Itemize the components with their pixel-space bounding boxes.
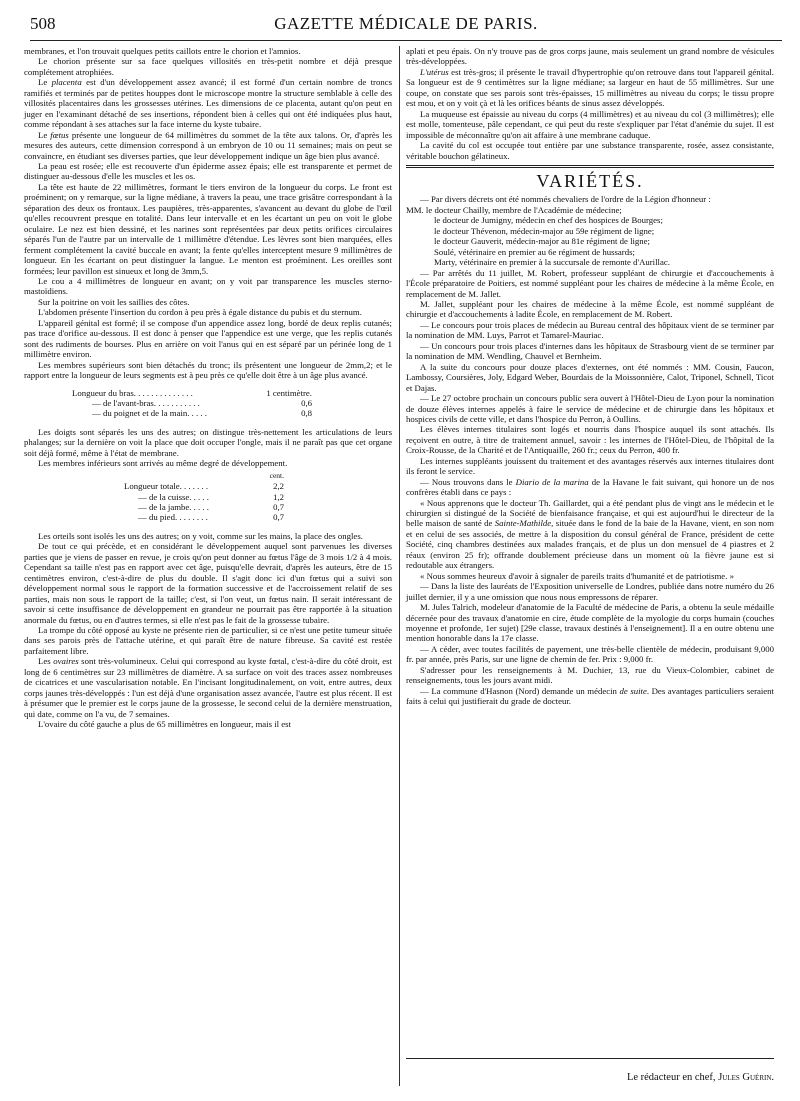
list-item: Marty, vétérinaire en premier à la succursale de remonte d'Aurillac. bbox=[434, 257, 670, 268]
paragraph: L'abdomen présente l'insertion du cordon à peu près à égale distance du pubis et du sternum. bbox=[38, 307, 362, 318]
paragraph: — Dans la liste des lauréats de l'Exposition universelle de Londres, publiée dans notre numéro du 26 juillet dernier, il y a une omission que nous nous empressons de réparer. bbox=[406, 581, 774, 602]
left-column bbox=[24, 46, 392, 730]
paragraph: La muqueuse est épaissie au niveau du corps (4 millimètres) et au niveau du col (3 millimètres); elle est molle, tomenteuse, pâle cependant, ce qui peut du reste s'expliquer par l'état d'anémie du sujet. Il est impossible de méconnaître qu'on ait affaire à une membrane caduque. bbox=[406, 108, 774, 140]
paragraph: Le fœtus présente une longueur de 64 millimètres du sommet de la tête aux talons. Or, d'après les mesures des auteurs, cette dimension correspond à un embryon de 10 ou 11 semaines; mais on peut se convaincre, en étudiant ses diverses parties, que leur développement indique un âge bien plus avancé. bbox=[24, 129, 392, 161]
page-number: 508 bbox=[30, 14, 56, 33]
paragraph: A la suite du concours pour douze places d'externes, ont été nommés : MM. Cousin, Faucon, Lambossy, Coursières, Joly, Edgard Weber, Bourdais de la Moissonnière, Calot, Triponel, Schnell, Ticot et Dajas. bbox=[406, 361, 774, 393]
paragraph: Le chorion présente sur sa face quelques villosités en très-petit nombre et déjà presque complétement atrophiées. bbox=[24, 56, 392, 77]
editor-name: Jules Guérin. bbox=[718, 1072, 774, 1083]
table-row: — de l'avant-bras. . . . . . . . . . . 0,6 bbox=[92, 397, 312, 408]
paragraph: Les orteils sont isolés les uns des autres; on y voit, comme sur les mains, la place des ongles. bbox=[38, 530, 363, 541]
arm-measurements-table bbox=[72, 388, 312, 419]
header-rule bbox=[30, 40, 782, 41]
paragraph: L'ovaire du côté gauche a plus de 65 millimètres en longueur, mais il est bbox=[38, 719, 291, 730]
paragraph: La cavité du col est occupée tout entière par une substance transparente, rosée, assez consistante, véritable bouchon gélatineux. bbox=[406, 140, 774, 161]
paragraph: — Le 27 octobre prochain un concours public sera ouvert à l'Hôtel-Dieu de Lyon pour la nomination de douze élèves internes appelés à faire le service de médecine et de chirurgie dans les hôpitaux et hospices civils de cette ville, et dans l'hospice du Perron, à Oullins. bbox=[406, 393, 774, 424]
paragraph: « Nous apprenons que le docteur Th. Gaillardet, qui a été pendant plus de vingt ans le médecin et le chirurgien si distingué de la Société de bienfaisance française, et qui est aujourd'hui le directeur de la belle maison de santé de Sainte-Mathilde, située dans le fond de la baie de la Havane, vient, en son nom et en celui de ses associés, de mettre à la disposition du consul général de France, président de cette Société, cinq chambres destinées aux malades français, et de plus un don mensuel de 4 piastres et 2 réaux (environ 25 fr); offrande doublement précieuse dans un moment où la fièvre jaune est si redoutable aux étrangers. bbox=[406, 497, 774, 571]
list-item: le docteur Gauverit, médecin-major au 81e régiment de ligne; bbox=[434, 236, 650, 247]
table-row: — de la cuisse. . . . . 1,2 bbox=[138, 491, 284, 502]
editor-signature: Le rédacteur en chef, Jules Guérin. bbox=[626, 1072, 774, 1083]
paragraph: Les doigts sont séparés les uns des autres; on distingue très-nettement les articulations de leurs phalanges; sur la dernière on voit la place que doit occuper l'ongle, mais il ne paraît pas que cet organe soit déjà formé, même à l'état de membrane. bbox=[24, 426, 392, 458]
paragraph: « Nous sommes heureux d'avoir à signaler de pareils traits d'humanité et de patriotisme. » bbox=[420, 570, 734, 581]
table-row: Longueur totale. . . . . . . 2,2 bbox=[124, 481, 284, 492]
paragraph: Sur la poitrine on voit les saillies des côtes. bbox=[38, 296, 190, 307]
right-column bbox=[406, 46, 774, 707]
paragraph: Le placenta est d'un développement assez avancé; il est formé d'un certain nombre de troncs ramifiés et terminés par de petites houppes dont le microscope montre la structure semblable à celle des villosités placentaires dans les grossesses utérines. Les dimensions de ce placenta, autant qu'on peut en juger en l'examinant détaché de ses insertions, répondent bien à celles qui ont été indiquées plus haut, comme répondant à ses attaches sur la face interne du kyste tubaire. bbox=[24, 77, 392, 130]
paragraph: Les élèves internes titulaires sont logés et nourris dans l'hospice auquel ils sont attachés. Ils reçoivent en outre, à titre de traitement annuel, savoir : les internes de l'Hôtel-Dieu, de l'hôpital de la Croix-Rousse, de la Charité et de l'Antiquaille, 260 fr.; ceux du Perron, 400 fr. bbox=[406, 424, 774, 456]
paragraph: — Par arrêtés du 11 juillet, M. Robert, professeur suppléant de chirurgie et d'accouchements à l'École préparatoire de Poitiers, est nommé suppléant pour les chaires de médecine à la même École, en remplacement de M. Jallet. bbox=[406, 267, 774, 299]
signature-rule bbox=[406, 1058, 774, 1059]
page-header bbox=[30, 14, 782, 40]
paragraph: L'utérus est très-gros; il présente le travail d'hypertrophie qu'on retrouve dans tout l'appareil génital. Sa longueur est de 9 centimètres sur la ligne médiane; sa largeur en haut de 55 millimètres. Sur une coupe, on constate que ses parois sont très-épaisses, 15 millimètres au niveau du corps; le tissu propre est mou, et on y voit çà et là les orifices béants de sinus assez développés. bbox=[406, 66, 774, 109]
paragraph: — Nous trouvons dans le Diario de la marina de la Havane le fait suivant, qui honore un de nos confrères établi dans ce pays : bbox=[406, 476, 775, 498]
paragraph: L'appareil génital est formé; il se compose d'un appendice assez long, bordé de deux replis cutanés; pas trace d'orifice au-dessous. Il est donc à penser que l'appendice est une verge, que les replis cutanés sont des rudiments de bourses. Plus en arrière on voit l'anus qui en est séparé par un périnée long de 1 millimètre environ. bbox=[24, 317, 392, 360]
paragraph: M. Jallet, suppléant pour les chaires de médecine à la même École, est nommé suppléant de chirurgie et d'accouchements à ladite École, en remplacement de M. Robert. bbox=[406, 298, 774, 320]
paragraph: La peau est rosée; elle est recouverte d'un épiderme assez épais; elle est transparente et permet de distinguer au-dessous d'elle les muscles et les os. bbox=[24, 160, 392, 182]
paragraph: membranes, et l'on trouvait quelques petits caillots entre le chorion et l'amnios. bbox=[24, 46, 301, 56]
list-item: Soulé, vétérinaire en premier au 6e régiment de hussards; bbox=[434, 246, 635, 257]
paragraph: — Un concours pour trois places d'internes dans les hôpitaux de Strasbourg vient de se terminer par la nomination de MM. Wendling, Chauvel et Bernheim. bbox=[406, 340, 774, 362]
column-divider bbox=[399, 46, 400, 1086]
paragraph: La trompe du côté opposé au kyste ne présente rien de particulier, si ce n'est une petite tumeur située dans ses parois près de l'attache utérine, et qui paraît être de nature fibreuse. Sa cavité est restée parfaitement libre. bbox=[24, 625, 392, 656]
paragraph: Les internes suppléants jouissent du traitement et des avantages réservés aux internes titulaires dont ils feront le service. bbox=[406, 455, 774, 477]
list-item: MM. le docteur Chailly, membre de l'Académie de médecine; bbox=[406, 204, 622, 215]
paragraph: — Le concours pour trois places de médecin au Bureau central des hôpitaux vient de se terminer par la nomination de MM. Luys, Parrot et Tamarel-Mauriac. bbox=[406, 319, 774, 341]
table-row: Longueur du bras. . . . . . . . . . . . . . 1 centimètre. bbox=[72, 387, 312, 398]
paragraph: — La commune d'Hasnon (Nord) demande un médecin de suite. Des avantages particuliers seraient faits à celui qui justifierait du grade de docteur. bbox=[406, 685, 774, 707]
paragraph: M. Jules Talrich, modeleur d'anatomie de la Faculté de médecine de Paris, a obtenu la seule médaille décernée pour des travaux d'anatomie en cire, étude complète de la myologie du corps humain (couches moyenne et profonde, 1er sujet) [29e classe, travaux destinés à l'enseignement]. Il a en outre obtenu une mention honorable dans la 17e classe. bbox=[406, 602, 774, 644]
paragraph: Les membres supérieurs sont bien détachés du tronc; ils présentent une longueur de 2mm,2; et le rapport entre la longueur de leurs segments est à peu près ce qu'elle doit être à un âge plus avancé. bbox=[24, 359, 392, 381]
list-item: le docteur de Jumigny, médecin en chef des hospices de Bourges; bbox=[434, 215, 663, 226]
paragraph: Le cou a 4 millimètres de longueur en avant; on y voit par transparence les muscles sterno-mastoïdiens. bbox=[24, 275, 392, 297]
paragraph: aplati et peu épais. On n'y trouve pas de gros corps jaune, mais seulement un grand nombre de vésicules très-développées. bbox=[406, 46, 774, 67]
table-row: — de la jambe. . . . . 0,7 bbox=[138, 502, 284, 513]
journal-title: GAZETTE MÉDICALE DE PARIS. bbox=[274, 14, 538, 33]
leg-measurements-table bbox=[124, 471, 284, 523]
unit-label: cent. bbox=[269, 470, 284, 480]
paragraph: — Par divers décrets ont été nommés chevaliers de l'ordre de la Légion d'honneur : bbox=[420, 194, 711, 205]
paragraph: De tout ce qui précède, et en considérant le développement auquel sont parvenues les diverses parties que je viens de passer en revue, je crois qu'on peut donner au fœtus l'âge de 3 mois 1/2 à 4 mois. Cependant sa taille n'est pas en rapport avec cet âge, puisqu'elle devrait, d'après les auteurs, être de 15 centimètres environ, c'est-à-dire de plus du double. Il s'agit donc ici d'un fœtus qui a suivi son développement normal sous le rapport de la formation successive et de l'accroissement relatif de ses parties, mais non sous le rapport de la taille; c'est, si l'on veut, un fœtus nain. Il serait intéressant de savoir si cette insuffisance de développement en grandeur ne pourrait pas être rapportée à la situation anormale du fœtus, ou en d'autres termes, si elle n'est pas le fait de la grossesse tubaire. bbox=[24, 541, 392, 625]
section-title: VARIÉTÉS. bbox=[536, 170, 644, 191]
paragraph: La tête est haute de 22 millimètres, formant le tiers environ de la longueur du corps. Le front est proéminent; on y remarque, sur la ligne médiane, à travers la peau, une trace grisâtre correspondant à la séparation des deux os frontaux. Les paupières, très-apparentes, s'avancent au devant du globe de l'œil qu'elles recouvrent presque en totalité. Dans leur intervalle et en les écartant un peu on voit le globe oculaire. Le nez est bien dessiné, et les narines sont représentées par deux petits orifices circulaires séparés l'un de l'autre par un intervalle de 1 millimètre d'étendue. Les lèvres sont bien marquées, elles ferment complétement la cavité buccale en avant; la fente qu'elles interceptent mesure 9 millimètres de longueur. En les écartant on peut distinguer la langue. Le menton est proéminent. Les oreilles sont formées; leur pavillon est sinueux et long de 3mm,5. bbox=[24, 181, 392, 276]
paragraph: S'adresser pour les renseignements à M. Duchier, 13, rue du Vieux-Colombier, cabinet de renseignements, tous les jours avant midi. bbox=[406, 664, 774, 686]
section-rule bbox=[406, 165, 774, 168]
paragraph: — A céder, avec toutes facilités de payement, une très-belle clientèle de médecin, produisant 9,000 fr. par année, près Paris, sur une ligne de chemin de fer. Prix : 9,000 fr. bbox=[406, 643, 774, 665]
table-row: — du poignet et de la main. . . . . 0,8 bbox=[92, 408, 312, 419]
list-item: le docteur Thévenon, médecin-major au 59e régiment de ligne; bbox=[434, 225, 655, 236]
paragraph: Les membres inférieurs sont arrivés au même degré de développement. bbox=[38, 458, 288, 469]
table-row: — du pied. . . . . . . . 0,7 bbox=[138, 512, 284, 523]
paragraph: Les ovaires sont très-volumineux. Celui qui correspond au kyste fœtal, c'est-à-dire du côté droit, est long de 6 centimètres sur 23 millimètres de diamètre. A sa surface on voit des traces assez nombreuses de cicatrices et une vascularisation notable. En l'incisant longitudinalement, on voit, entre autres, deux corps jaunes très-développés : l'un est déjà d'une organisation assez avancée, l'autre est plus récent. Il est à présumer que le premier est le corps jaune de la grossesse, le second celui de la dernière menstruation, qui date, comme on l'a vu, de 7 semaines. bbox=[24, 656, 392, 719]
